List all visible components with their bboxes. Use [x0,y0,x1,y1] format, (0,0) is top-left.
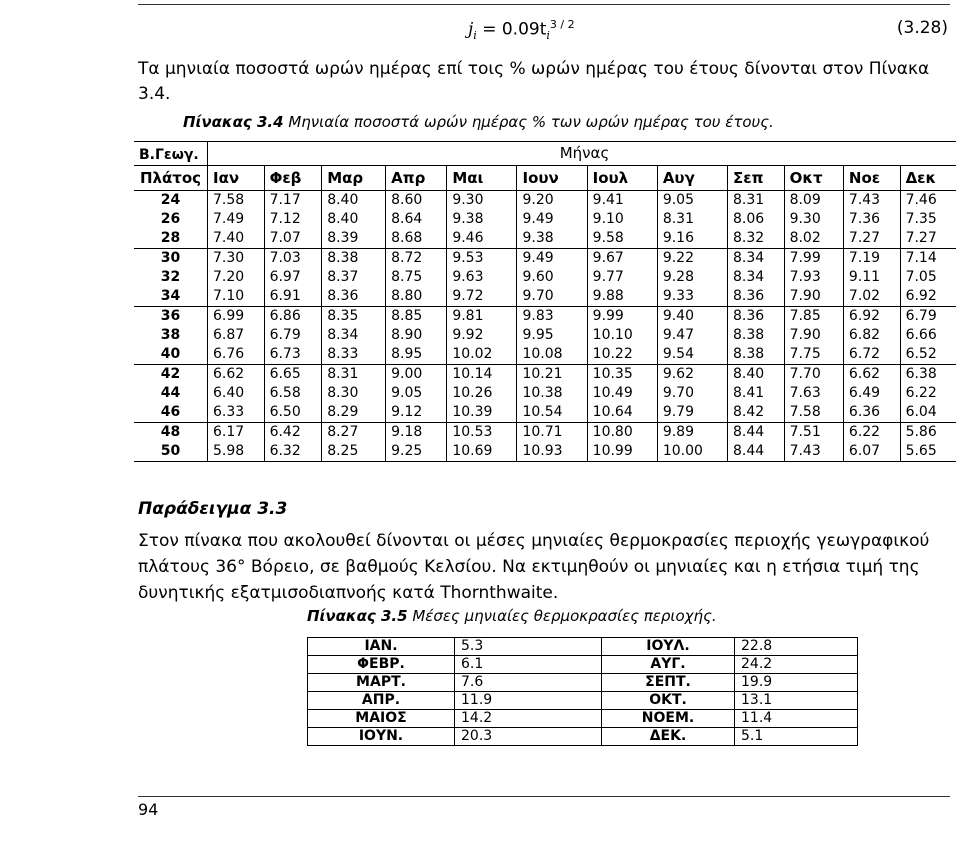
value-cell: 6.92 [900,287,956,307]
value-cell: 7.90 [784,326,843,345]
value-cell: 7.46 [900,191,956,211]
value-cell: 7.10 [208,287,265,307]
temperature-cell: 20.3 [455,728,602,746]
temperature-cell: 5.1 [735,728,858,746]
latitude-cell: 34 [160,288,181,304]
latitude-cell: 24 [160,192,181,208]
value-cell: 10.26 [447,384,517,403]
latitude-cell: 46 [160,404,181,420]
value-cell: 8.40 [322,191,386,211]
table-row [134,442,956,462]
value-cell: 8.40 [728,365,785,385]
value-cell: 10.80 [587,423,657,443]
value-cell: 8.32 [728,229,785,249]
value-cell: 9.72 [447,287,517,307]
table-3-5-caption [307,607,717,625]
example-paragraph: Στον πίνακα που ακολουθεί δίνονται οι μέσες μηνιαίες θερμοκρασίες περιοχής γεωγραφικού πλάτους 36° Βόρειο, σε βαθμούς Κελσίου. Να εκτιμηθούν οι μηνιαίες και η ετήσια τιμή της δυνητικής εξατμισοδιαπνοής κατά Thornthwaite. [138,531,930,603]
value-cell: 9.28 [657,268,727,287]
value-cell: 6.49 [843,384,900,403]
month-cell: ΙΟΥΝ. [308,728,455,746]
value-cell: 9.62 [657,365,727,385]
latitude-cell: 48 [134,423,208,443]
value-cell: 9.60 [517,268,587,287]
value-cell: 10.53 [447,423,517,443]
value-cell: 5.65 [900,442,956,462]
value-cell: 9.05 [657,191,727,211]
latitude-cell: 40 [160,346,181,362]
value-cell: 9.25 [386,442,447,462]
value-cell: 6.99 [208,307,265,327]
table-row [134,268,956,287]
month-header: Ιουν [517,166,587,191]
value-cell: 9.10 [587,210,657,229]
value-cell: 6.65 [264,365,322,385]
month-cell: ΣΕΠΤ. [602,674,735,692]
value-cell: 9.40 [657,307,727,327]
value-cell: 9.83 [517,307,587,327]
value-cell: 7.99 [784,249,843,269]
value-cell: 9.67 [587,249,657,269]
value-cell: 6.76 [208,345,265,365]
value-cell: 9.49 [517,210,587,229]
month-header: Σεπ [728,166,785,191]
temperature-cell: 7.6 [455,674,602,692]
latitude-cell: 42 [134,365,208,385]
latitude-cell: 50 [134,442,208,462]
value-cell: 8.36 [728,307,785,327]
value-cell: 9.18 [386,423,447,443]
value-cell: 8.31 [657,210,727,229]
value-cell: 10.99 [587,442,657,462]
table-3-5 [307,637,858,746]
value-cell: 9.47 [657,326,727,345]
table-row [134,403,956,423]
month-group-header: Μήνας [208,142,957,166]
value-cell: 9.88 [587,287,657,307]
value-cell: 9.33 [657,287,727,307]
month-cell: ΝΟΕΜ. [602,710,735,728]
value-cell: 8.31 [728,191,785,211]
value-cell: 10.14 [447,365,517,385]
value-cell: 9.79 [657,403,727,423]
month-cell: ΑΥΓ. [602,656,735,674]
value-cell: 8.27 [322,423,386,443]
value-cell: 8.33 [322,345,386,365]
table-row [134,384,956,403]
equation-formula: $j_i = 0.09t_i^{3 / 2}$ [468,18,575,43]
value-cell: 8.38 [728,345,785,365]
value-cell: 6.86 [264,307,322,327]
value-cell: 6.58 [264,384,322,403]
value-cell: 7.70 [784,365,843,385]
value-cell: 8.34 [728,268,785,287]
value-cell: 9.89 [657,423,727,443]
value-cell: 6.17 [208,423,265,443]
value-cell: 5.98 [208,442,265,462]
value-cell: 10.69 [447,442,517,462]
latitude-cell: 30 [134,249,208,269]
table-row [134,249,956,269]
value-cell: 6.97 [264,268,322,287]
value-cell: 8.36 [322,287,386,307]
value-cell: 9.70 [657,384,727,403]
temperature-cell: 6.1 [455,656,602,674]
value-cell: 9.41 [587,191,657,211]
table-row [134,307,956,327]
value-cell: 6.79 [264,326,322,345]
value-cell: 8.60 [386,191,447,211]
value-cell: 6.79 [900,307,956,327]
value-cell: 10.22 [587,345,657,365]
value-cell: 6.42 [264,423,322,443]
equation-3-28 [138,16,950,46]
month-header: Ιουλ [587,166,657,191]
lat-header: Πλάτος [134,166,208,191]
table-row [134,423,956,443]
table-3-4 [134,141,956,462]
value-cell: 7.49 [208,210,265,229]
value-cell: 7.07 [264,229,322,249]
temperature-cell: 13.1 [735,692,858,710]
value-cell: 8.35 [322,307,386,327]
value-cell: 10.64 [587,403,657,423]
month-cell: ΑΠΡ. [308,692,455,710]
value-cell: 8.44 [728,442,785,462]
value-cell: 7.40 [208,229,265,249]
value-cell: 8.42 [728,403,785,423]
value-cell: 8.37 [322,268,386,287]
month-header: Μαι [447,166,517,191]
equation-number: (3.28) [896,18,948,38]
top-rule [138,4,950,5]
temperature-cell: 19.9 [735,674,858,692]
month-cell: ΟΚΤ. [602,692,735,710]
value-cell: 9.58 [587,229,657,249]
value-cell: 6.33 [208,403,265,423]
value-cell: 9.81 [447,307,517,327]
value-cell: 7.27 [900,229,956,249]
value-cell: 10.39 [447,403,517,423]
value-cell: 6.87 [208,326,265,345]
value-cell: 9.54 [657,345,727,365]
value-cell: 8.68 [386,229,447,249]
value-cell: 9.11 [843,268,900,287]
value-cell: 9.12 [386,403,447,423]
latitude-cell: 44 [160,385,181,401]
value-cell: 10.93 [517,442,587,462]
value-cell: 6.62 [208,365,265,385]
value-cell: 9.99 [587,307,657,327]
latitude-cell: 32 [160,269,181,285]
page-number: 94 [138,800,159,819]
value-cell: 9.00 [386,365,447,385]
value-cell: 9.77 [587,268,657,287]
table-row [308,728,858,746]
value-cell: 9.70 [517,287,587,307]
value-cell: 7.30 [208,249,265,269]
value-cell: 10.49 [587,384,657,403]
value-cell: 6.73 [264,345,322,365]
value-cell: 6.52 [900,345,956,365]
value-cell: 8.31 [322,365,386,385]
value-cell: 7.58 [208,191,265,211]
value-cell: 8.40 [322,210,386,229]
month-header: Ιαν [208,166,265,191]
value-cell: 8.34 [322,326,386,345]
value-cell: 8.30 [322,384,386,403]
temperature-cell: 5.3 [455,638,602,656]
latitude-cell: 28 [160,230,181,246]
latitude-cell: 36 [134,307,208,327]
month-header: Φεβ [264,166,322,191]
temperature-cell: 24.2 [735,656,858,674]
value-cell: 7.19 [843,249,900,269]
temperature-cell: 11.4 [735,710,858,728]
value-cell: 6.38 [900,365,956,385]
value-cell: 5.86 [900,423,956,443]
value-cell: 6.32 [264,442,322,462]
value-cell: 9.49 [517,249,587,269]
latitude-cell: 26 [160,211,181,227]
value-cell: 8.39 [322,229,386,249]
value-cell: 7.93 [784,268,843,287]
value-cell: 6.62 [843,365,900,385]
caption-text: Μηνιαία ποσοστά ωρών ημέρας % των ωρών ημέρας του έτους. [283,113,774,131]
value-cell: 8.72 [386,249,447,269]
value-cell: 8.44 [728,423,785,443]
value-cell: 6.04 [900,403,956,423]
value-cell: 8.38 [322,249,386,269]
value-cell: 8.90 [386,326,447,345]
value-cell: 7.35 [900,210,956,229]
value-cell: 9.38 [447,210,517,229]
value-cell: 7.63 [784,384,843,403]
value-cell: 8.02 [784,229,843,249]
table-row [308,674,858,692]
value-cell: 7.58 [784,403,843,423]
value-cell: 7.02 [843,287,900,307]
table-row [134,326,956,345]
value-cell: 6.50 [264,403,322,423]
example-title: Παράδειγμα 3.3 [138,499,288,519]
table-3-4-caption [183,113,774,131]
value-cell: 7.12 [264,210,322,229]
value-cell: 10.08 [517,345,587,365]
value-cell: 10.54 [517,403,587,423]
value-cell: 7.85 [784,307,843,327]
value-cell: 7.51 [784,423,843,443]
value-cell: 7.90 [784,287,843,307]
value-cell: 10.02 [447,345,517,365]
value-cell: 8.41 [728,384,785,403]
value-cell: 8.75 [386,268,447,287]
value-cell: 9.63 [447,268,517,287]
value-cell: 6.82 [843,326,900,345]
lat-header-top: Β.Γεωγ. [134,142,208,166]
month-header: Νοε [843,166,900,191]
month-cell: ΙΟΥΛ. [602,638,735,656]
value-cell: 8.95 [386,345,447,365]
value-cell: 8.36 [728,287,785,307]
value-cell: 9.20 [517,191,587,211]
month-header: Απρ [386,166,447,191]
value-cell: 10.21 [517,365,587,385]
value-cell: 9.92 [447,326,517,345]
table-row [134,229,956,249]
table-row [134,287,956,307]
value-cell: 9.05 [386,384,447,403]
value-cell: 8.80 [386,287,447,307]
month-cell: ΦΕΒΡ. [308,656,455,674]
value-cell: 8.25 [322,442,386,462]
value-cell: 9.30 [784,210,843,229]
value-cell: 9.22 [657,249,727,269]
month-header: Δεκ [900,166,956,191]
value-cell: 6.07 [843,442,900,462]
table-row [308,656,858,674]
value-cell: 9.30 [447,191,517,211]
value-cell: 8.64 [386,210,447,229]
value-cell: 6.22 [843,423,900,443]
caption-text: Μέσες μηνιαίες θερμοκρασίες περιοχής. [407,607,717,625]
value-cell: 9.38 [517,229,587,249]
value-cell: 6.36 [843,403,900,423]
value-cell: 7.17 [264,191,322,211]
table-row [134,191,956,211]
value-cell: 10.00 [657,442,727,462]
temperature-cell: 11.9 [455,692,602,710]
value-cell: 8.06 [728,210,785,229]
value-cell: 7.43 [784,442,843,462]
month-header: Αυγ [657,166,727,191]
table-row [308,692,858,710]
footer-rule [138,796,950,797]
value-cell: 10.71 [517,423,587,443]
temperature-cell: 14.2 [455,710,602,728]
value-cell: 6.72 [843,345,900,365]
caption-label: Πίνακας 3.4 [183,113,284,131]
table-row [134,345,956,365]
value-cell: 9.46 [447,229,517,249]
value-cell: 7.05 [900,268,956,287]
value-cell: 6.40 [208,384,265,403]
value-cell: 6.92 [843,307,900,327]
value-cell: 6.22 [900,384,956,403]
latitude-cell: 38 [160,327,181,343]
value-cell: 8.09 [784,191,843,211]
month-header: Μαρ [322,166,386,191]
table-row [308,710,858,728]
value-cell: 9.16 [657,229,727,249]
month-cell: ΜΑΙΟΣ [308,710,455,728]
value-cell: 8.29 [322,403,386,423]
value-cell: 7.27 [843,229,900,249]
month-cell: ΜΑΡΤ. [308,674,455,692]
value-cell: 9.95 [517,326,587,345]
caption-label: Πίνακας 3.5 [307,607,408,625]
value-cell: 8.85 [386,307,447,327]
value-cell: 8.34 [728,249,785,269]
value-cell: 6.91 [264,287,322,307]
value-cell: 10.10 [587,326,657,345]
temperature-cell: 22.8 [735,638,858,656]
table-row [134,365,956,385]
table-row [134,210,956,229]
value-cell: 7.43 [843,191,900,211]
value-cell: 7.20 [208,268,265,287]
month-cell: ΔΕΚ. [602,728,735,746]
value-cell: 7.14 [900,249,956,269]
value-cell: 7.75 [784,345,843,365]
intro-paragraph: Τα μηνιαία ποσοστά ωρών ημέρας επί τοις % ωρών ημέρας του έτους δίνονται στον Πίνακα 3.4. [138,59,930,104]
value-cell: 8.38 [728,326,785,345]
value-cell: 10.38 [517,384,587,403]
table-row [308,638,858,656]
value-cell: 9.53 [447,249,517,269]
month-header: Οκτ [784,166,843,191]
value-cell: 6.66 [900,326,956,345]
month-cell: ΙΑΝ. [308,638,455,656]
value-cell: 7.03 [264,249,322,269]
value-cell: 10.35 [587,365,657,385]
value-cell: 7.36 [843,210,900,229]
